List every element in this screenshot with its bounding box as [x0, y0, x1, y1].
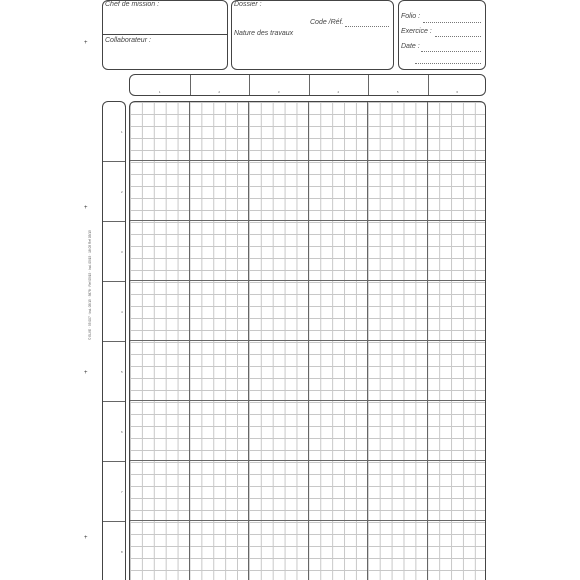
folio-label: Folio : [401, 13, 421, 20]
grid-major-hline-6 [130, 460, 485, 461]
row-label-strip [102, 101, 126, 580]
punch-mark-2: + [84, 205, 88, 211]
row-number-6: 6 [121, 430, 123, 434]
row-divider-2 [103, 221, 125, 222]
column-divider-1 [190, 75, 191, 95]
collaborator-label: Collaborateur : [105, 37, 151, 44]
grid-major-hline-1 [130, 160, 485, 161]
grid-major-hline-3 [130, 280, 485, 281]
signature-dots [415, 63, 481, 64]
column-number-2: 2 [218, 90, 221, 94]
row-divider-3 [103, 281, 125, 282]
row-divider-7 [103, 521, 125, 522]
row-divider-6 [103, 461, 125, 462]
row-number-5: 5 [121, 370, 123, 374]
exercise-dots [435, 36, 481, 37]
grid-major-hline-7 [130, 520, 485, 521]
mission-divider [103, 34, 227, 35]
row-number-7: 7 [121, 490, 123, 494]
date-dots [421, 51, 481, 52]
row-number-2: 2 [121, 190, 123, 194]
punch-mark-1: + [84, 40, 88, 46]
row-number-8: 8 [121, 550, 123, 554]
date-label: Date : [401, 43, 420, 50]
folio-dots [423, 22, 481, 23]
column-number-4: 4 [337, 90, 340, 94]
column-number-3: 3 [277, 90, 280, 94]
side-imprint: © ELVE · 55 007 · Ind. 05/15 · 3878 · Ref 05/15 · Ind. 05/15 · 18 05 Ref 05/15 [88, 230, 92, 340]
row-divider-5 [103, 401, 125, 402]
dossier-box [231, 0, 394, 70]
folio-box [398, 0, 486, 70]
working-grid [129, 101, 486, 580]
column-divider-5 [428, 75, 429, 95]
column-number-5: 5 [396, 90, 399, 94]
row-divider-1 [103, 161, 125, 162]
grid-major-vline-3 [308, 102, 309, 580]
column-number-1: 1 [158, 90, 161, 94]
code-ref-dots [345, 26, 389, 27]
grid-major-hline-4 [130, 340, 485, 341]
punch-mark-4: + [84, 535, 88, 541]
column-divider-2 [249, 75, 250, 95]
column-number-6: 6 [456, 90, 459, 94]
column-divider-3 [309, 75, 310, 95]
dossier-label: Dossier : [234, 1, 262, 8]
exercise-label: Exercice : [401, 28, 432, 35]
grid-major-vline-1 [189, 102, 190, 580]
mission-box [102, 0, 228, 70]
mission-chief-label: Chef de mission : [105, 1, 160, 8]
row-number-3: 3 [121, 250, 123, 254]
punch-mark-3: + [84, 370, 88, 376]
grid-major-hline-5 [130, 400, 485, 401]
row-number-4: 4 [121, 310, 123, 314]
grid-major-vline-5 [427, 102, 428, 580]
row-number-1: 1 [121, 130, 123, 134]
grid-major-vline-4 [367, 102, 368, 580]
work-nature-label: Nature des travaux [234, 30, 294, 37]
grid-major-hline-2 [130, 220, 485, 221]
column-divider-4 [368, 75, 369, 95]
code-ref-label: Code /Réf. [310, 19, 344, 26]
grid-major-vline-2 [248, 102, 249, 580]
row-divider-4 [103, 341, 125, 342]
column-header-strip [129, 74, 486, 96]
